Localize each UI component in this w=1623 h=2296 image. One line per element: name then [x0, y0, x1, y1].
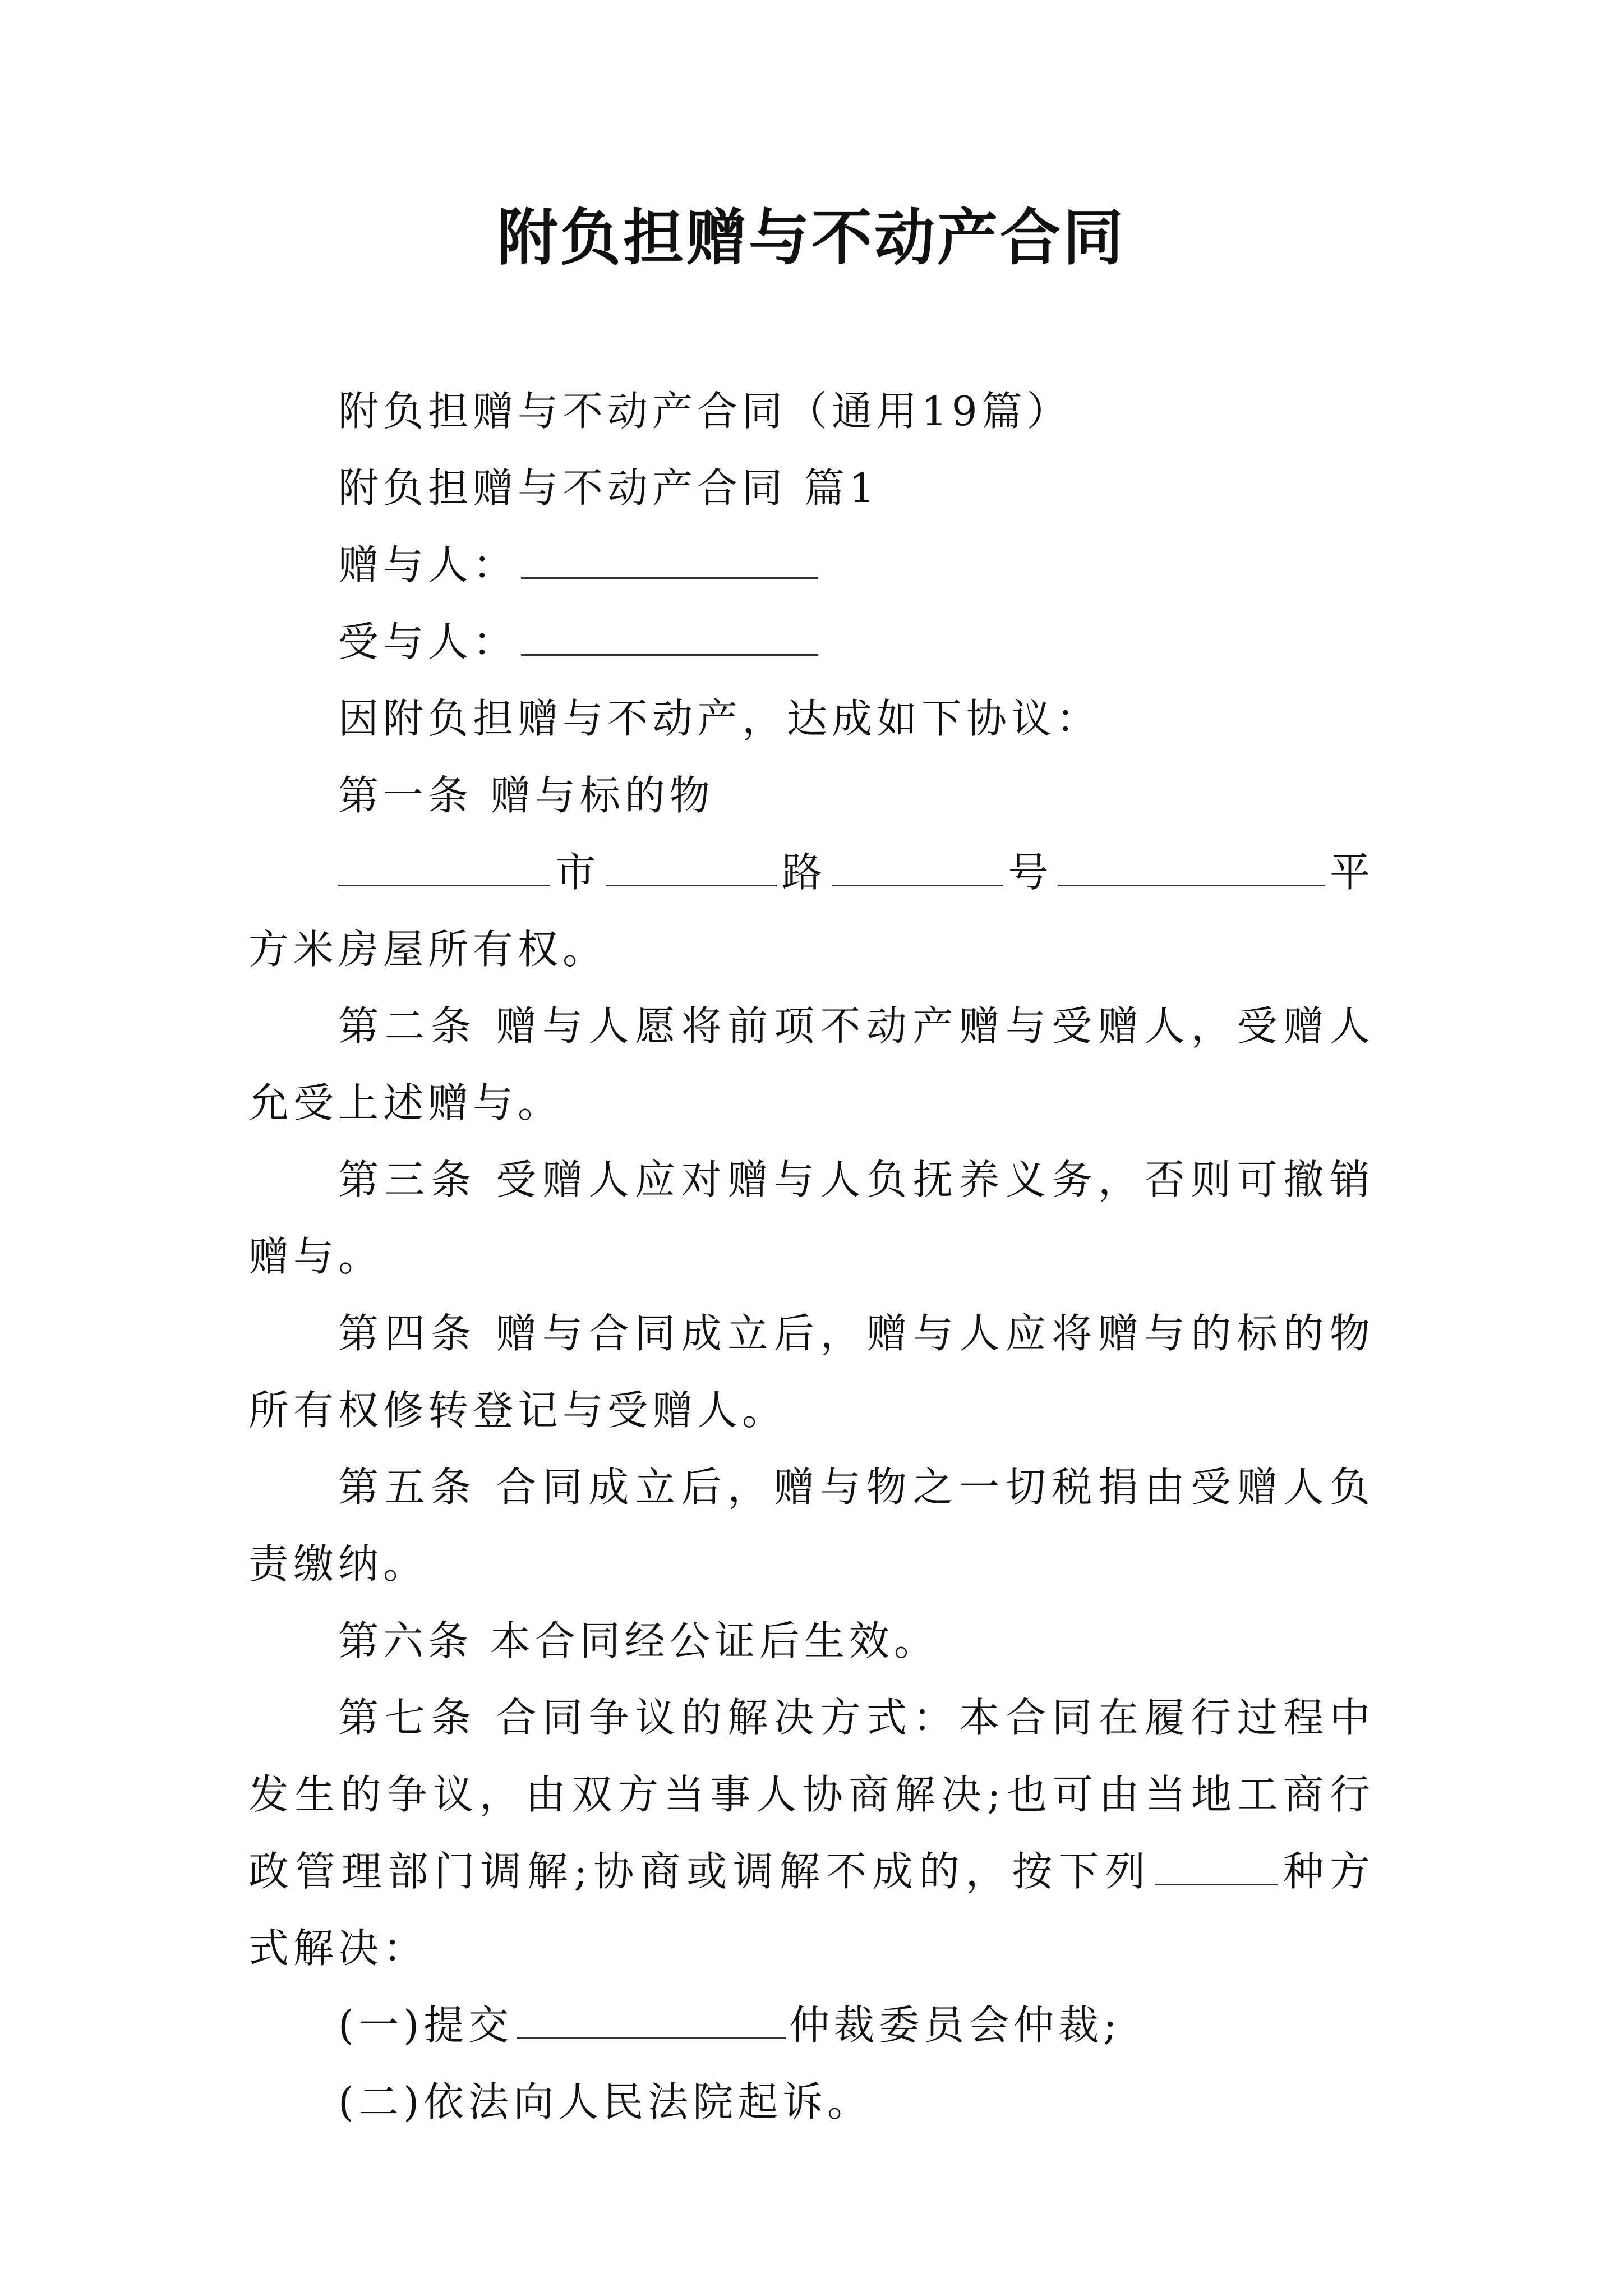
donee-blank — [521, 615, 818, 656]
donor-line — [248, 527, 1375, 604]
article-5: 第五条 合同成立后，赠与物之一切税捐由受赠人负责缴纳。 — [248, 1464, 1375, 1588]
article-3: 第三条 受赠人应对赠与人负抚养义务，否则可撤销赠与。 — [248, 1156, 1375, 1280]
road-label: 路 — [780, 849, 829, 896]
article-7 — [248, 1680, 1375, 1987]
donee-line — [248, 604, 1375, 680]
article-4: 第四条 赠与合同成立后，赠与人应将赠与的标的物所有权修转登记与受赠人。 — [248, 1310, 1375, 1434]
number-label: 号 — [1006, 849, 1055, 896]
donee-label: 受与人： — [338, 618, 518, 665]
option-1-end: 仲裁委员会仲裁; — [789, 2001, 1122, 2049]
arbitration-blank — [517, 1998, 786, 2039]
article-7-end: 种方式解决： — [248, 1848, 1375, 1972]
donor-blank — [521, 538, 818, 579]
intro-paragraph: 因附负担赠与不动产，达成如下协议： — [338, 695, 1101, 742]
property-paragraph — [248, 834, 1375, 988]
subtitle: 附负担赠与不动产合同（通用19篇） — [338, 388, 1072, 435]
number-blank — [832, 845, 1003, 886]
section-heading: 附负担赠与不动产合同 篇1 — [338, 464, 879, 512]
road-blank — [606, 845, 777, 886]
area-label: 平方米房屋所有权。 — [248, 849, 1375, 973]
option-2: (二)依法向人民法院起诉。 — [338, 2078, 873, 2125]
article-1-heading: 第一条 赠与标的物 — [338, 772, 714, 819]
option-1-start: (一)提交 — [338, 2001, 514, 2049]
area-blank — [1058, 845, 1325, 886]
donor-label: 赠与人： — [338, 541, 518, 588]
article-6: 第六条 本合同经公证后生效。 — [338, 1617, 939, 1664]
article-2: 第二条 赠与人愿将前项不动产赠与受赠人，受赠人允受上述赠与。 — [248, 1002, 1375, 1126]
option-1 — [248, 1987, 1375, 2064]
article-7-text: 第七条 合同争议的解决方式：本合同在履行过程中发生的争议，由双方当事人协商解决;也可由当地工商行政管理部门调解;协商或调解不成的，按下列 — [248, 1694, 1375, 1895]
city-label: 市 — [554, 849, 602, 896]
document-title: 附负担赠与不动产合同 — [497, 203, 1126, 273]
document-body — [248, 373, 1375, 2141]
city-blank — [338, 845, 550, 886]
method-blank — [1155, 1844, 1278, 1885]
